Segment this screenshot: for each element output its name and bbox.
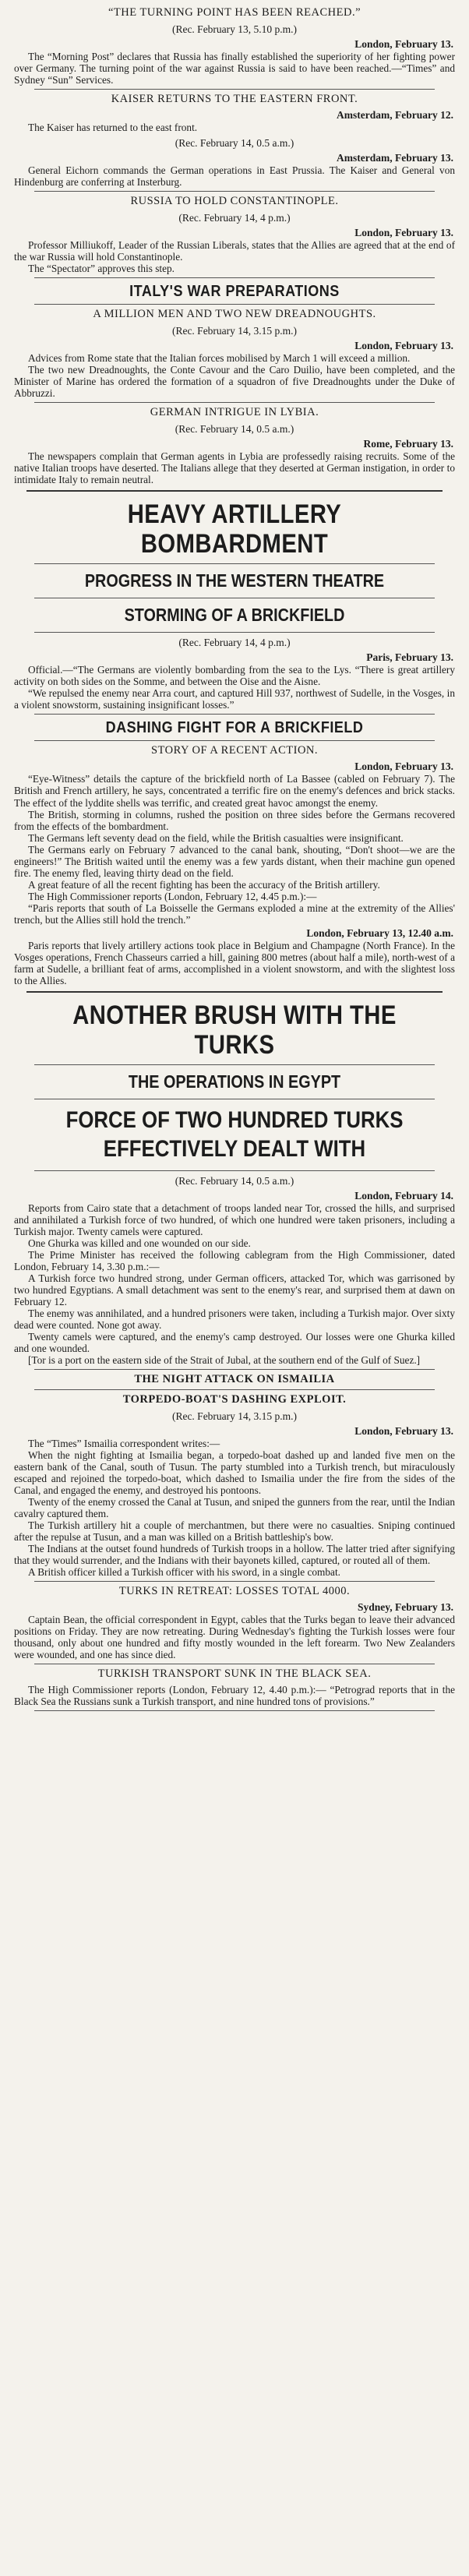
paragraph: A British officer killed a Turkish officer with his sword, in a single combat. — [28, 1566, 340, 1579]
received-line: (Rec. February 14, 3.15 p.m.) — [171, 325, 298, 337]
divider — [34, 277, 435, 278]
dateline: Amsterdam, February 12. — [337, 109, 453, 122]
received-line: (Rec. February 14, 0.5 a.m.) — [175, 1174, 294, 1187]
paragraph: Official.—“The Germans are violently bombarding from the sea to the Lys. “There is great artillery activity on both sides on the Somme, and between the Oise and the Aisne. — [14, 664, 455, 688]
received-line: (Rec. February 14, 0.5 a.m.) — [175, 137, 294, 150]
divider — [34, 1710, 435, 1711]
paragraph: One Ghurka was killed and one wounded on our side. — [28, 1237, 251, 1249]
paragraph: Reports from Cairo state that a detachment of troops landed near Tor, crossed the hills, and surprised and annihilated a Turkish force of two hundred, of which one hundred were taken prisoners, including a Turkish major. Twenty camels were captured. — [14, 1202, 455, 1237]
paragraph: Twenty of the enemy crossed the Canal at Tusun, and sniped the gunners from the rear, until the Indian cavalry captured them. — [14, 1496, 455, 1520]
headline-turning-point: “THE TURNING POINT HAS BEEN REACHED.” — [108, 6, 361, 19]
dateline: Sydney, February 13. — [357, 1601, 453, 1614]
paragraph: The Indians at the outset found hundreds of Turkish troops in a hollow. The latter tried after signifying that they would surrender, and the Indians with their bayonets killed, captured, or routed all of them. — [14, 1543, 455, 1567]
divider — [34, 89, 435, 90]
paragraph: The Kaiser has returned to the east front. — [28, 122, 198, 134]
dateline: Amsterdam, February 13. — [337, 152, 453, 164]
paragraph: Twenty camels were captured, and the enemy's camp destroyed. Our losses were one Ghurka killed and one wounded. — [14, 1331, 455, 1355]
received-line: (Rec. February 14, 4 p.m.) — [178, 637, 291, 649]
subheadline-brickfield: STORMING OF A BRICKFIELD — [124, 605, 345, 626]
subheadline-western-theatre: PROGRESS IN THE WESTERN THEATRE — [84, 570, 385, 591]
subheadline-story: STORY OF A RECENT ACTION. — [150, 744, 319, 757]
divider — [34, 402, 435, 403]
headline-russia-constantinople: RUSSIA TO HOLD CONSTANTINOPLE. — [130, 195, 339, 208]
headline-dashing-fight: DASHING FIGHT FOR A BRICKFIELD — [105, 718, 364, 736]
paragraph: “We repulsed the enemy near Arra court, and captured Hill 937, northwest of Sudelle, in the Vosges, in a violent snowstorm, sustaining insignificant losses.” — [14, 687, 455, 711]
paragraph: [Tor is a port on the eastern side of the Strait of Jubal, at the southern end of the Gulf of Suez.] — [28, 1354, 421, 1367]
headline-turks-retreat: TURKS IN RETREAT: LOSSES TOTAL 4000. — [118, 1585, 351, 1598]
divider — [34, 304, 435, 305]
paragraph: A great feature of all the recent fighting has been the accuracy of the British artillery. — [28, 878, 380, 891]
paragraph: The enemy was annihilated, and a hundred prisoners were taken, including a Turkish major. Over sixty dead were counted. None got away. — [14, 1307, 455, 1332]
paragraph: The Germans left seventy dead on the field, while the British casualties were insignificant. — [28, 831, 404, 844]
paragraph: The “Morning Post” declares that Russia has finally established the superiority of her fighting power over Germany. The turning point of the war against Russia is said to have been reached.—“Times” and Sydney “Sun” Services. — [14, 51, 455, 86]
paragraph: Professor Milliukoff, Leader of the Russian Liberals, states that the Allies are agreed that at the end of the war Russia will hold Constantinople. — [14, 239, 455, 263]
subheadline-egypt: THE OPERATIONS IN EGYPT — [128, 1071, 341, 1092]
received-line: (Rec. February 14, 3.15 p.m.) — [171, 1410, 298, 1423]
dateline: London, February 13. — [354, 760, 453, 773]
subheadline-torpedo-boat: TORPEDO-BOAT'S DASHING EXPLOIT. — [122, 1393, 347, 1406]
paragraph: The High Commissioner reports (London, February 12, 4.40 p.m.):— “Petrograd reports that in the Black Sea the Russians sunk a Turkish transport, and nine hundred tons of provisions.” — [14, 1684, 455, 1708]
divider — [34, 632, 435, 633]
received-line: (Rec. February 13, 5.10 p.m.) — [171, 23, 298, 35]
paragraph: The newspapers complain that German agents in Lybia are professedly raising recruits. Some of the native Italian troops have deserted. The Italians allege that they deserted at German instigation, in order to intimidate Italy to remain neutral. — [14, 450, 455, 486]
dateline: London, February 13. — [354, 227, 453, 239]
paragraph: The Germans early on February 7 advanced to the canal bank, shouting, “Don't shoot—we are the engineers!” The British waited until the enemy was a few yards distant, when their machine gun opened fire. The enemy fled, leaving thirty dead on the field. — [14, 843, 455, 879]
divider — [34, 1369, 435, 1370]
paragraph: “Eye-Witness” details the capture of the brickfield north of La Bassee (cabled on February 7). The British and French artillery, he says, concentrated a terrific fire on the enemy's defences and brick stacks. The effect of the lyddite shells was terrific, and created great havoc amongst the enemy. — [14, 773, 455, 809]
headline-heavy-artillery: HEAVY ARTILLERY BOMBARDMENT — [127, 499, 342, 559]
divider — [34, 563, 435, 564]
divider — [34, 1389, 435, 1390]
dateline: Rome, February 13. — [363, 438, 453, 450]
divider — [34, 740, 435, 741]
headline-brush-turks: ANOTHER BRUSH WITH THE TURKS — [72, 1000, 397, 1060]
paragraph: The “Times” Ismailia correspondent writes:— — [28, 1438, 220, 1450]
paragraph: Paris reports that lively artillery actions took place in Belgium and Champagne (North France). In the Vosges operations, French Chasseurs carried a hill, gaining 800 metres (about half a mile), north-west of a farm at Sudelle, a brilliant feat of arms, accomplished in a violent snowstorm, and with the slightest loss to the Allies. — [14, 939, 455, 986]
subheadline-million-men: A MILLION MEN AND TWO NEW DREADNOUGHTS. — [93, 308, 376, 321]
paragraph: The British, storming in columns, rushed the position on three sides before the Germans recovered from the effects of the bombardment. — [14, 808, 455, 832]
paragraph: When the night fighting at Ismailia began, a torpedo-boat dashed up and landed five men on the eastern bank of the Canal, south of Tusun. The party stumbled into a Turkish trench, but miraculously escaped and rejoined the torpedo-boat, which dashed to Ismailia under the fire from the sides of the Canal, and engaged the enemy, and destroyed his pontoons. — [14, 1449, 455, 1497]
received-line: (Rec. February 14, 0.5 a.m.) — [175, 423, 294, 436]
divider — [34, 1064, 435, 1065]
headline-night-attack: THE NIGHT ATTACK ON ISMAILIA — [134, 1373, 335, 1386]
paragraph: The two new Dreadnoughts, the Conte Cavour and the Caro Duilio, have been completed, and the Minister of Marine has ordered the formation of a squadron of five Dreadnoughts under the Duke of Abbruzzi. — [14, 364, 455, 400]
subheadline-two-hundred-turks: FORCE OF TWO HUNDRED TURKS EFFECTIVELY DEALT WITH — [65, 1106, 404, 1163]
headline-german-intrigue: GERMAN INTRIGUE IN LYBIA. — [150, 406, 319, 419]
dateline: London, February 13. — [354, 1425, 453, 1438]
dateline: London, February 13. — [354, 340, 453, 352]
paragraph: “Paris reports that south of La Boisselle the Germans exploded a mine at the extremity of the Allies' trench, but the Allies still hold the trench.” — [14, 902, 455, 926]
dateline: London, February 13, 12.40 a.m. — [306, 926, 453, 939]
divider — [34, 191, 435, 192]
divider — [34, 1170, 435, 1171]
dateline: London, February 14. — [354, 1189, 453, 1202]
paragraph: Advices from Rome state that the Italian forces mobilised by March 1 will exceed a million. — [28, 352, 411, 365]
paragraph: General Eichorn commands the German operations in East Prussia. The Kaiser and General von Hindenburg are conferring at Insterburg. — [14, 164, 455, 189]
paragraph: A Turkish force two hundred strong, under German officers, attacked Tor, which was garrisoned by two hundred Egyptians. A small detachment was sent to the enemy's rear, and surprised them at dawn on February 12. — [14, 1272, 455, 1308]
headline-italy-war: ITALY'S WAR PREPARATIONS — [129, 281, 340, 300]
dateline: London, February 13. — [354, 38, 453, 50]
dateline: Paris, February 13. — [366, 651, 453, 664]
headline-kaiser-returns: KAISER RETURNS TO THE EASTERN FRONT. — [111, 93, 358, 106]
paragraph: The Turkish artillery hit a couple of merchantmen, but there were no casualties. Sniping continued after the repulse at Tusun, and a man was killed on a British battleship's bow. — [14, 1519, 455, 1544]
divider — [34, 714, 435, 715]
paragraph: Captain Bean, the official correspondent in Egypt, cables that the Turks began to leave their advanced positions on Friday. They are now retreating. During Wednesday's fighting the Turkish losses were four thousand, only about one hundred and fifty mostly wounded in the left forearm. Two New Zealanders were wounded, and one has since died. — [14, 1614, 455, 1661]
paragraph: The “Spectator” approves this step. — [28, 263, 175, 275]
headline-transport-sunk: TURKISH TRANSPORT SUNK IN THE BLACK SEA. — [97, 1667, 372, 1681]
paragraph: The High Commissioner reports (London, February 12, 4.45 p.m.):— — [28, 890, 317, 902]
paragraph: The Prime Minister has received the following cablegram from the High Commissioner, dated London, February 14, 3.30 p.m.:— — [14, 1248, 455, 1272]
newspaper-page — [11, 0, 458, 1711]
divider — [34, 1581, 435, 1582]
divider — [26, 991, 443, 993]
divider — [26, 490, 443, 492]
received-line: (Rec. February 14, 4 p.m.) — [178, 212, 291, 224]
